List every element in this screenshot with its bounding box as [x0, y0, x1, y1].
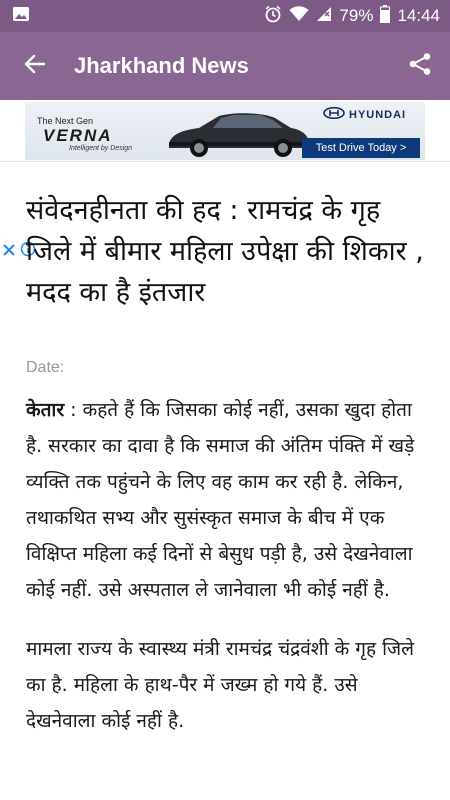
ad-banner[interactable] — [0, 100, 450, 162]
ad-brand-name: HYUNDAI — [349, 108, 407, 121]
paragraph — [26, 392, 428, 608]
share-button[interactable] — [390, 32, 450, 100]
ad-next-gen-text: The Next Gen — [37, 116, 94, 126]
battery-icon — [380, 5, 390, 28]
ad-cta-button[interactable]: Test Drive Today > — [302, 138, 420, 158]
image-icon — [12, 6, 30, 26]
share-icon — [408, 52, 432, 80]
wifi-icon — [289, 6, 309, 27]
ad-tagline: Intelligent by Design — [69, 145, 133, 152]
ad-creative[interactable] — [25, 102, 425, 160]
app-bar — [0, 32, 450, 100]
signal-icon — [316, 6, 332, 27]
alarm-icon — [264, 5, 282, 28]
date-label: Date: — [26, 359, 65, 376]
article[interactable] — [0, 162, 450, 800]
status-bar — [0, 0, 450, 32]
paragraph: मामला राज्य के स्वास्थ्य मंत्री रामचंद्र चंद्रवंशी के गृह जिले का है. महिला के हाथ-पैर में जख्म हो गये हैं. उसे देखनेवाला कोई नहीं है. — [26, 638, 415, 732]
battery-percent: 79% — [339, 6, 374, 25]
back-button[interactable] — [0, 32, 70, 100]
ad-model-logo: VERNA — [43, 126, 113, 145]
hyundai-logo-icon — [323, 107, 345, 122]
paragraph-text: : कहते हैं कि जिसका कोई नहीं, उसका खुदा होता है. सरकार का दावा है कि समाज की अंतिम पंक्ति में खड़े व्यक्ति तक पहुंचने के लिए वह काम कर रही है. लेकिन, तथाकथित सभ्य और सुसंस्कृत समाज के बीच में एक विक्षिप्त महिला कई दिनों से बेसुध पड़ी है, उसे देखनेवाला कोई नहीं. उसे अस्पताल ले जानेवाला भी कोई नहीं है. — [26, 399, 415, 601]
ad-brand-logo — [323, 107, 406, 122]
arrow-back-icon — [24, 53, 46, 79]
car-image — [163, 106, 313, 160]
article-headline: संवेदनहीनता की हद : रामचंद्र के गृह जिले में बीमार महिला उपेक्षा की शिकार , मदद का है इंतजार — [26, 195, 424, 308]
dateline: केतार — [26, 399, 65, 421]
clock: 14:44 — [397, 6, 440, 25]
article-body — [26, 392, 428, 762]
app-title: Jharkhand News — [74, 53, 249, 78]
